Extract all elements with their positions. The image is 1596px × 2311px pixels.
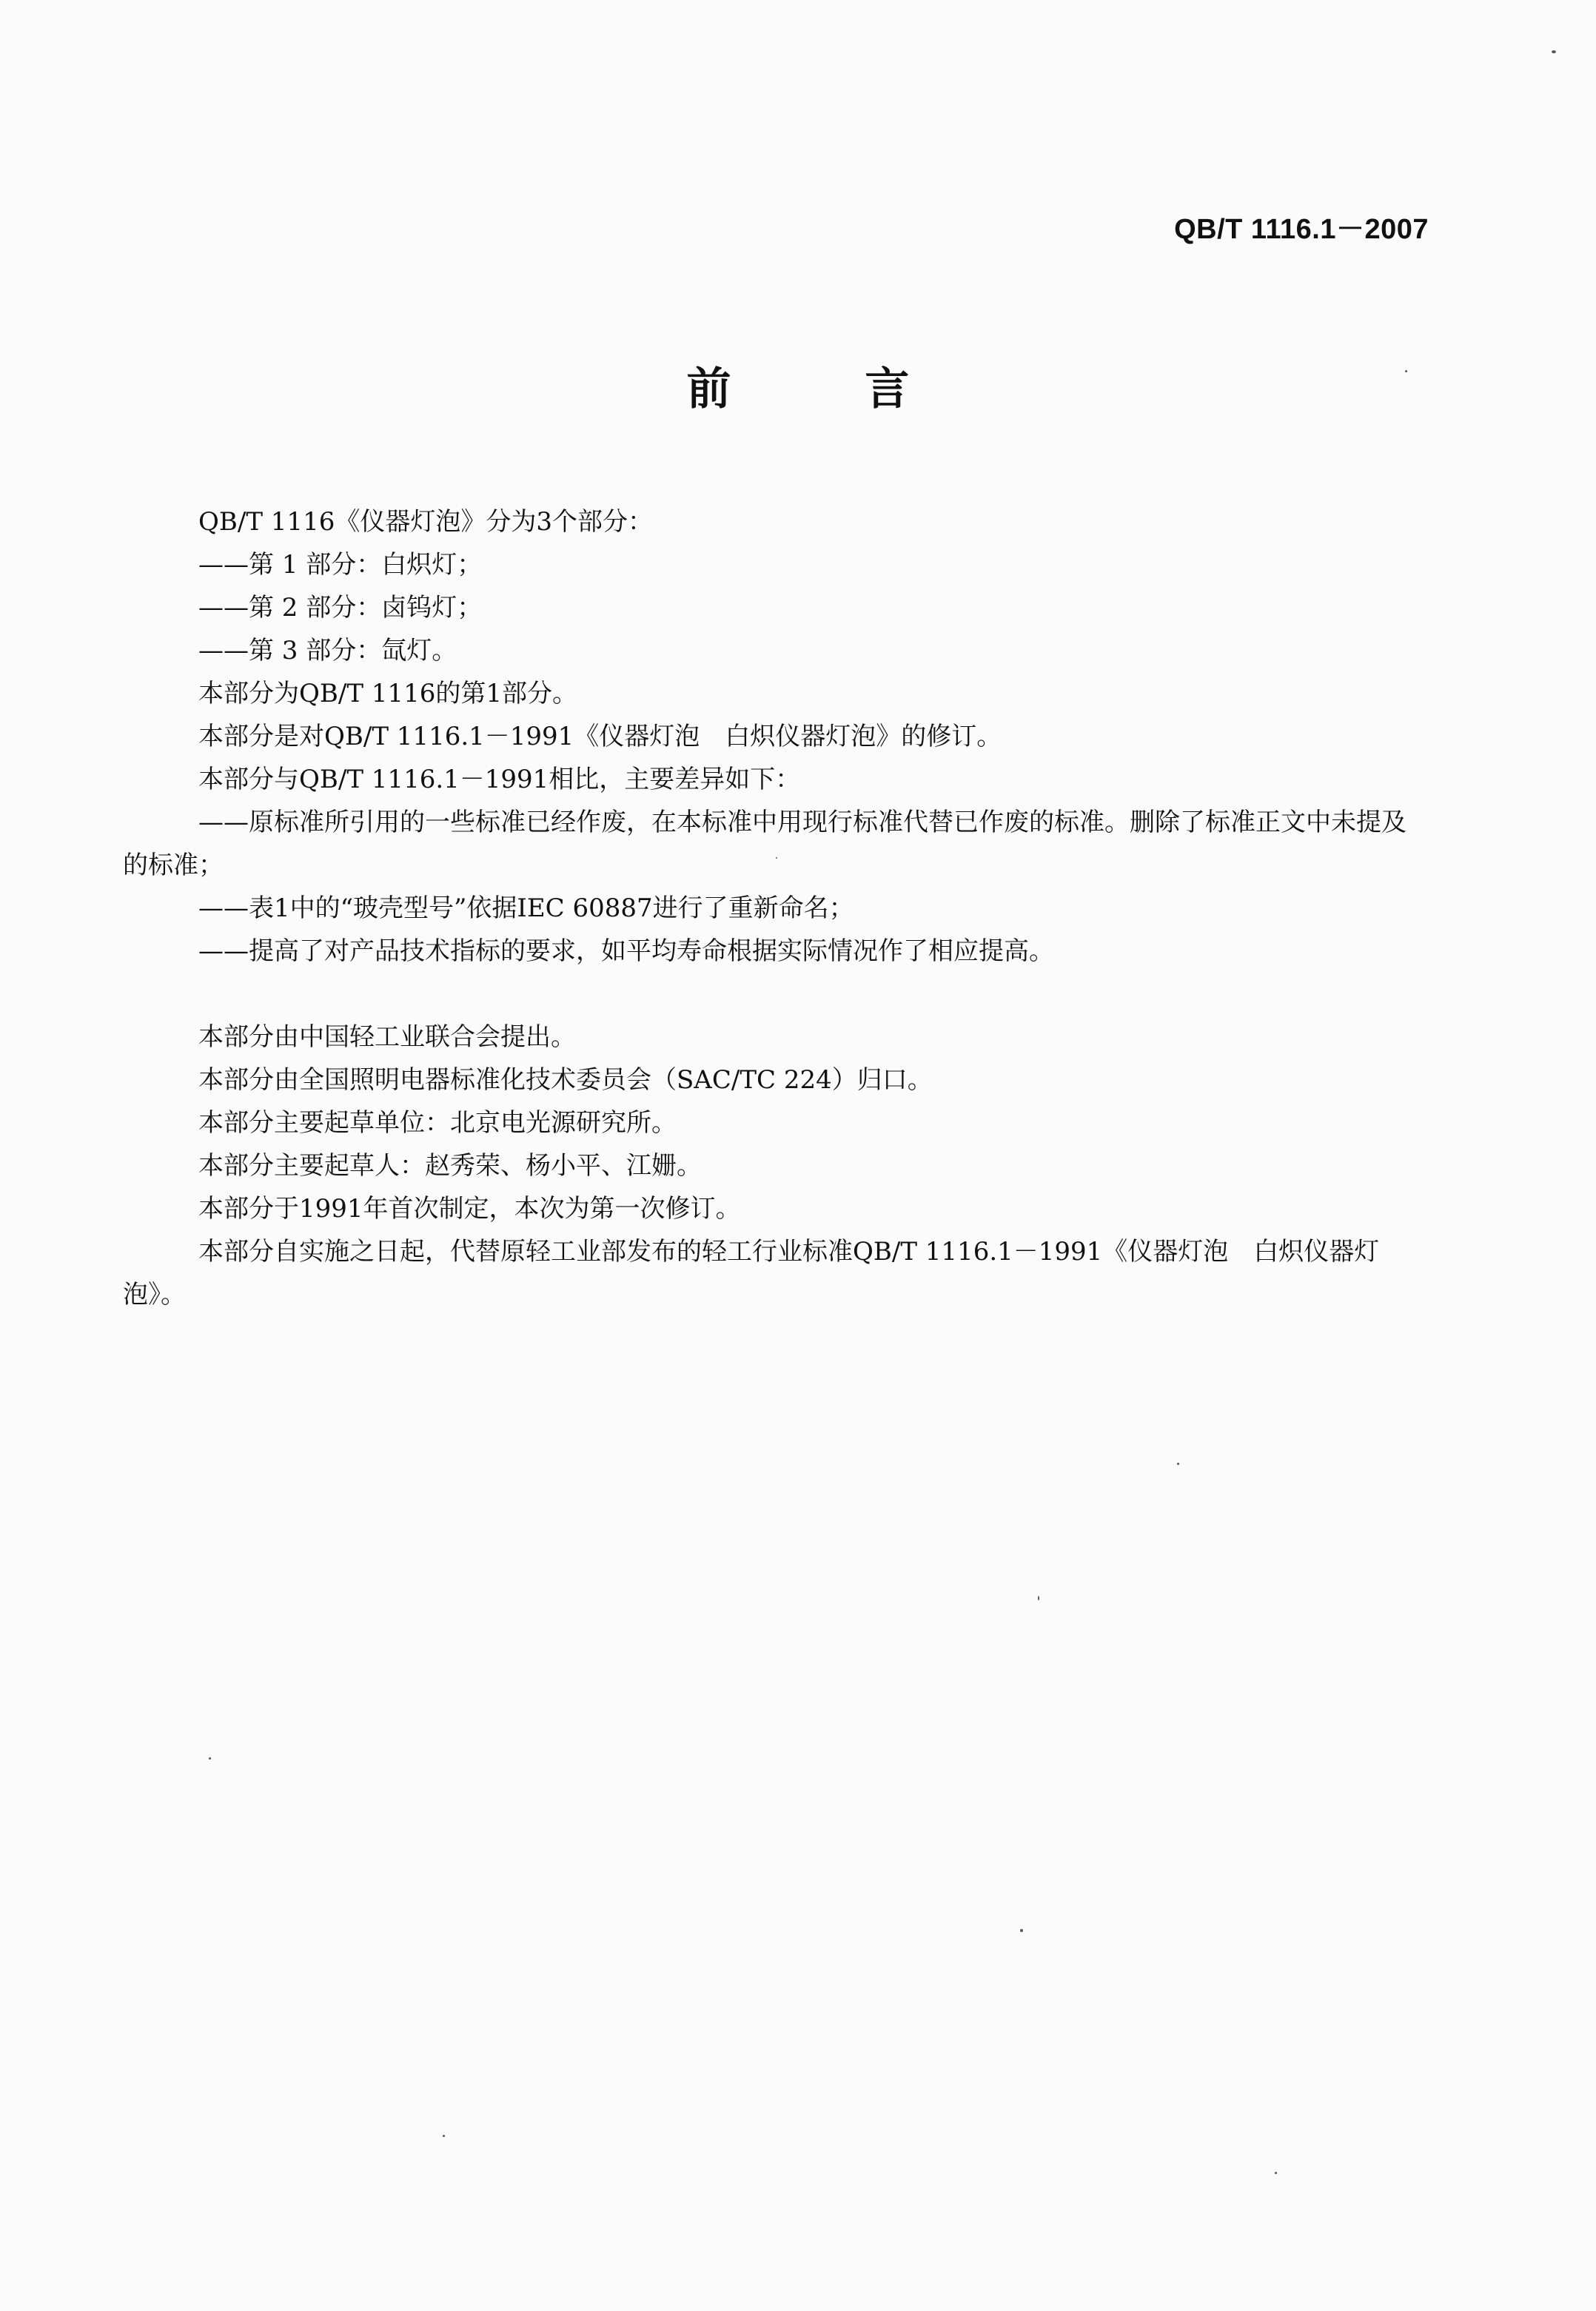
paragraph-replacement: 本部分自实施之日起，代替原轻工业部发布的轻工行业标准QB/T 1116.1－1991《仪器灯泡 白炽仪器灯泡》。 bbox=[123, 1237, 1380, 1309]
scan-speck bbox=[776, 857, 777, 859]
paragraph-this-part: 本部分为QB/T 1116的第1部分。 bbox=[198, 679, 577, 708]
page-title: 前 言 bbox=[686, 363, 969, 415]
scan-speck bbox=[209, 1757, 211, 1760]
list-item-difference-3: ——提高了对产品技术指标的要求，如平均寿命根据实际情况作了相应提高。 bbox=[198, 936, 1054, 966]
scan-speck bbox=[1020, 1929, 1023, 1932]
paragraph-differences-intro: 本部分与QB/T 1116.1－1991相比，主要差异如下： bbox=[198, 765, 801, 794]
paragraph-drafters: 本部分主要起草人：赵秀荣、杨小平、江姗。 bbox=[198, 1151, 702, 1181]
scan-speck bbox=[1177, 1463, 1179, 1465]
paragraph-revision: 本部分是对QB/T 1116.1－1991《仪器灯泡 白炽仪器灯泡》的修订。 bbox=[198, 722, 1002, 751]
scan-speck bbox=[1038, 1596, 1039, 1600]
standard-number: QB/T 1116.1－2007 bbox=[1174, 214, 1429, 245]
list-item-difference-1: ——原标准所引用的一些标准已经作废，在本标准中用现行标准代替已作废的标准。删除了标准正文中未提及的标准； bbox=[123, 808, 1406, 880]
paragraph-history: 本部分于1991年首次制定，本次为第一次修订。 bbox=[198, 1194, 741, 1224]
list-item-part-1: ——第 1 部分：白炽灯； bbox=[198, 550, 483, 580]
paragraph-gap bbox=[123, 973, 1429, 1016]
paragraph-committee: 本部分由全国照明电器标准化技术委员会（SAC/TC 224）归口。 bbox=[198, 1065, 933, 1095]
paragraph-drafting-unit: 本部分主要起草单位：北京电光源研究所。 bbox=[198, 1108, 677, 1138]
foreword-body bbox=[123, 500, 1429, 1316]
list-item-part-3: ——第 3 部分：氙灯。 bbox=[198, 636, 457, 665]
scan-speck bbox=[1552, 50, 1556, 53]
scan-speck bbox=[1405, 370, 1407, 372]
scan-speck bbox=[1275, 2172, 1277, 2174]
paragraph-parts-intro: QB/T 1116《仪器灯泡》分为3个部分： bbox=[198, 507, 653, 537]
paragraph-proposer: 本部分由中国轻工业联合会提出。 bbox=[198, 1022, 576, 1052]
list-item-difference-2: ——表1中的“玻壳型号”依据IEC 60887进行了重新命名； bbox=[198, 893, 854, 923]
list-item-part-2: ——第 2 部分：卤钨灯； bbox=[198, 593, 483, 623]
scan-speck bbox=[443, 2135, 445, 2137]
